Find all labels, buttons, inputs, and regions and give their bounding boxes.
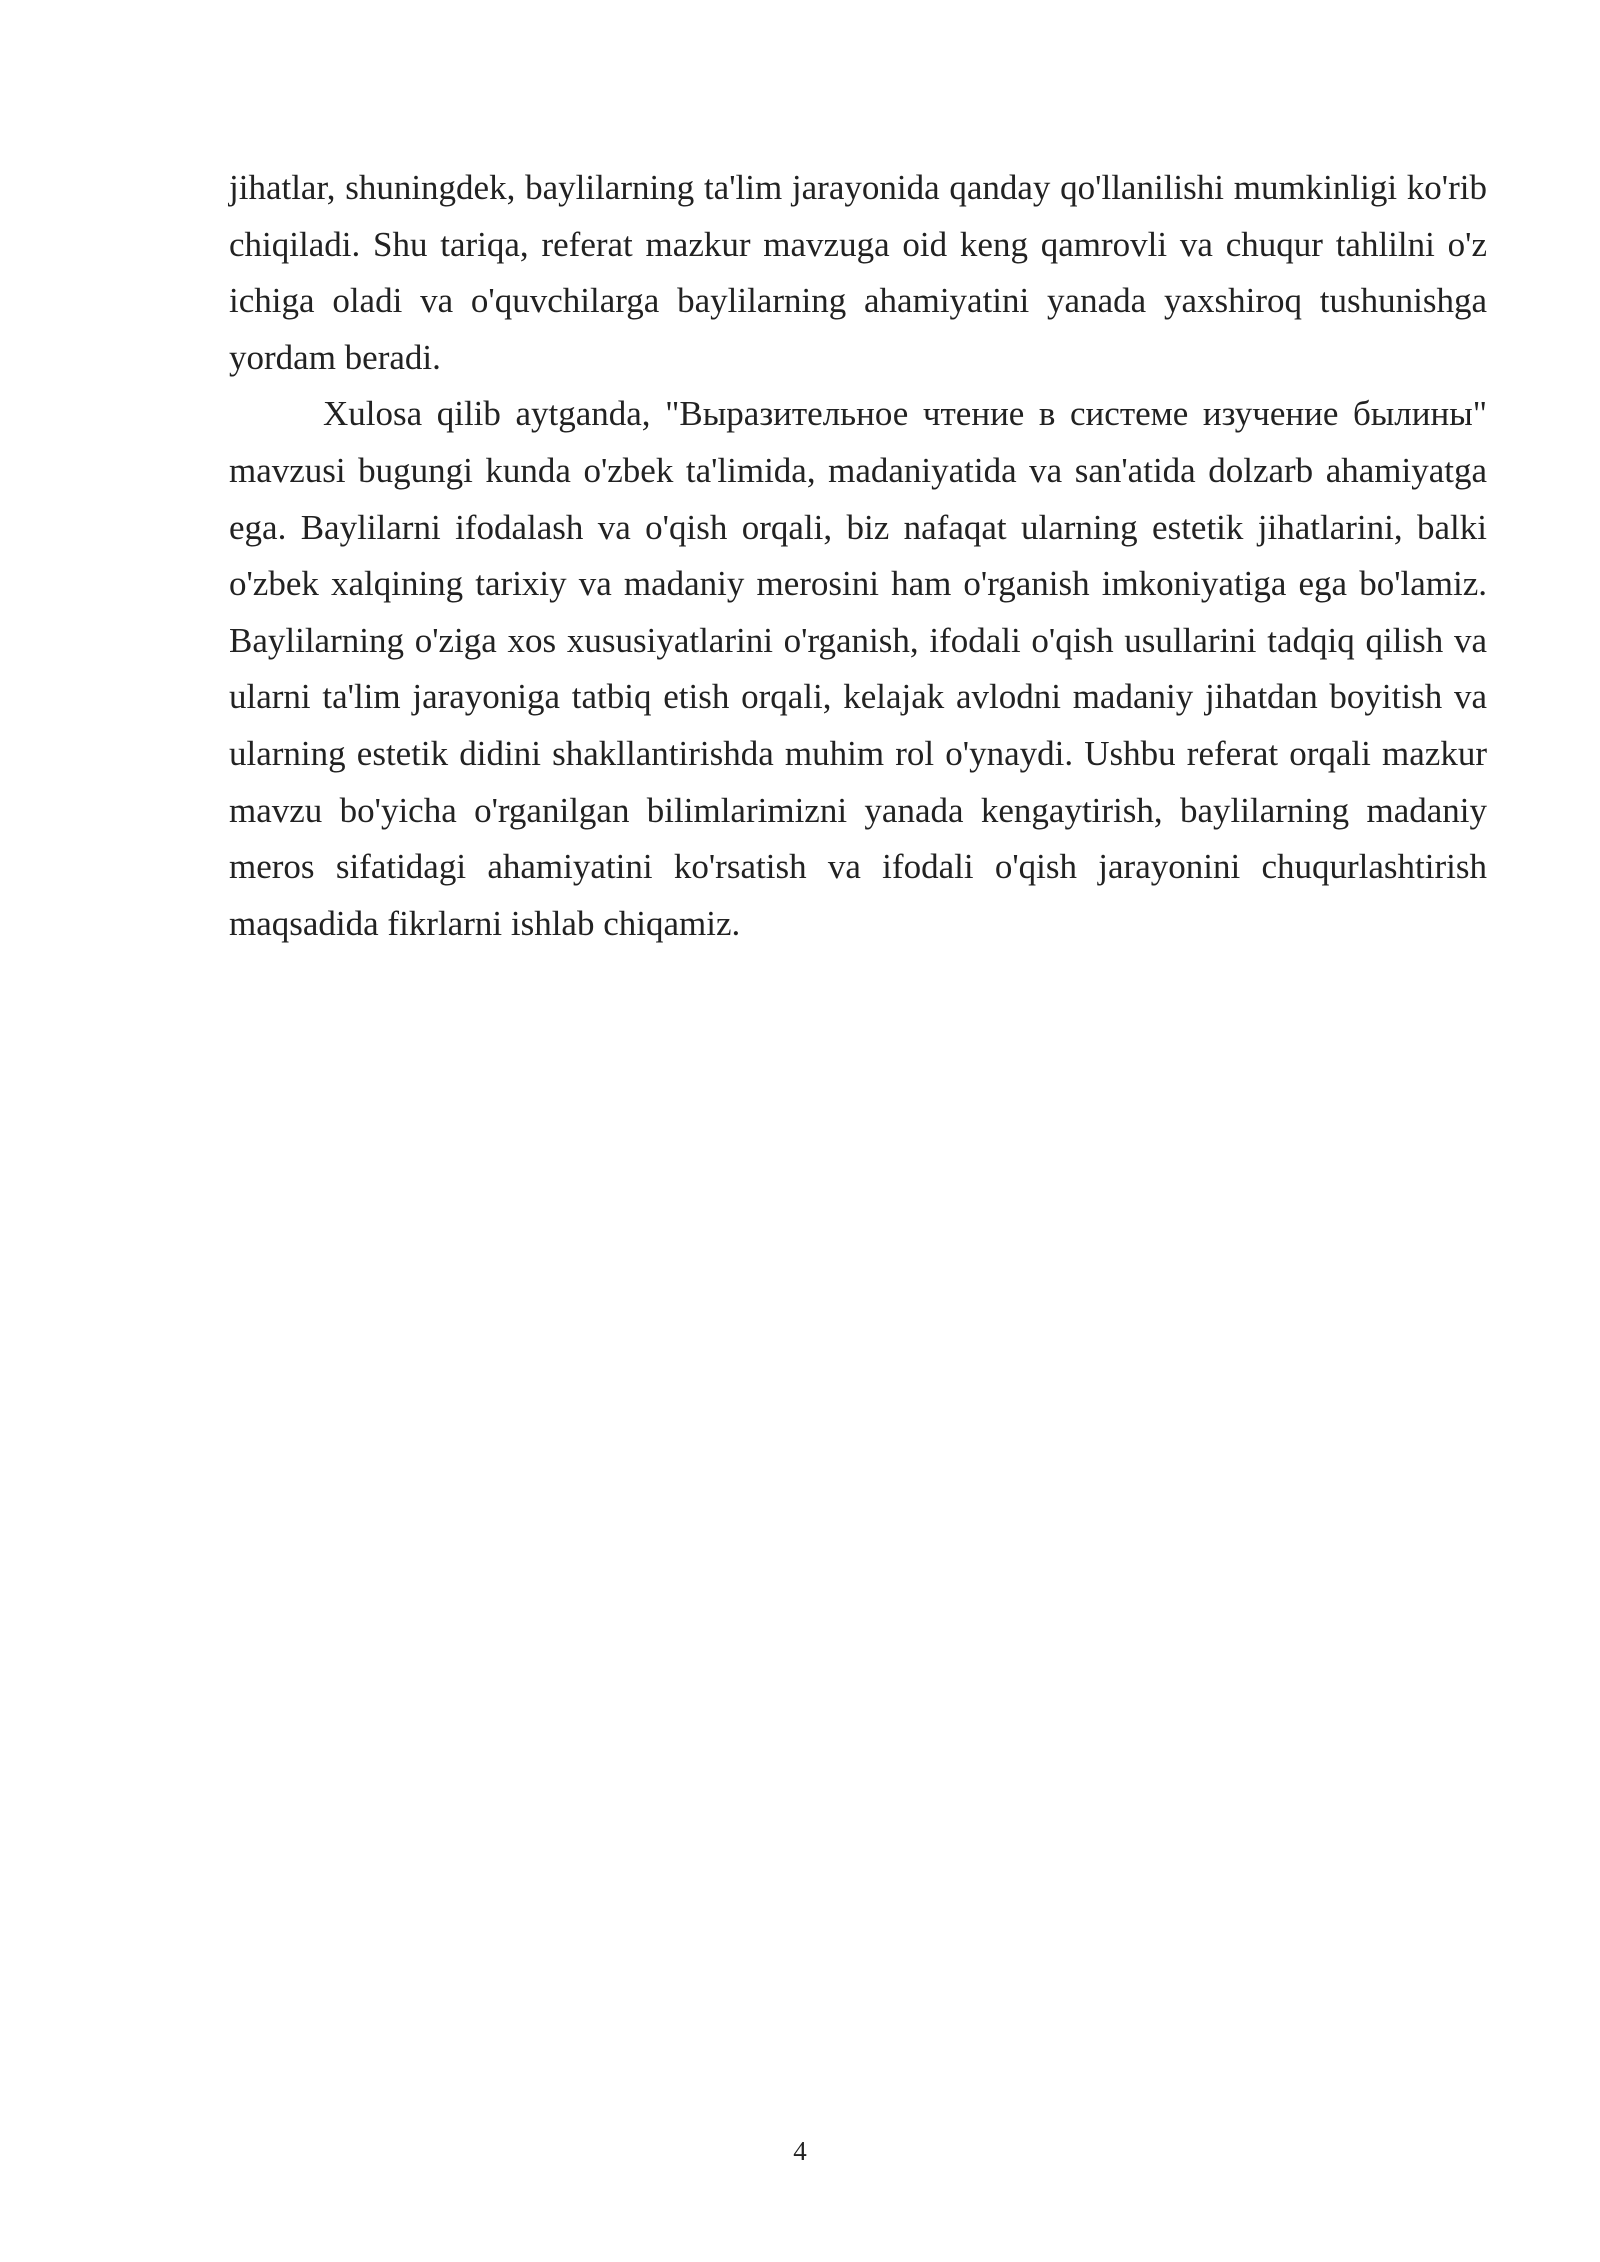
page-number: 4: [793, 2136, 807, 2166]
body-text: [229, 160, 1487, 952]
paragraph-continuation: jihatlar, shuningdek, baylilarning ta'lim jarayonida qanday qo'llanilishi mumkinligi ko'rib chiqiladi. Shu tariqa, referat mazkur mavzuga oid keng qamrovli va chuqur tahlilni o'z ichiga oladi va o'quvchilarga baylilarning ahamiyatini yanada yaxshiroq tushunishga yordam beradi.: [229, 168, 1487, 377]
paragraph-conclusion: Xulosa qilib aytganda, "Выразительное чтение в системе изучение былины" mavzusi bugungi kunda o'zbek ta'limida, madaniyatida va san'atida dolzarb ahamiyatga ega. Baylilarni ifodalash va o'qish orqali, biz nafaqat ularning estetik jihatlarini, balki o'zbek xalqining tarixiy va madaniy merosini ham o'rganish imkoniyatiga ega bo'lamiz. Baylilarning o'ziga xos xususiyatlarini o'rganish, ifodali o'qish usullarini tadqiq qilish va ularni ta'lim jarayoniga tatbiq etish orqali, kelajak avlodni madaniy jihatdan boyitish va ularning estetik didini shakllantirishda muhim rol o'ynaydi. Ushbu referat orqali mazkur mavzu bo'yicha o'rganilgan bilimlarimizni yanada kengaytirish, baylilarning madaniy meros sifatidagi ahamiyatini ko'rsatish va ifodali o'qish jarayonini chuqurlashtirish maqsadida fikrlarni ishlab chiqamiz.: [229, 394, 1487, 943]
